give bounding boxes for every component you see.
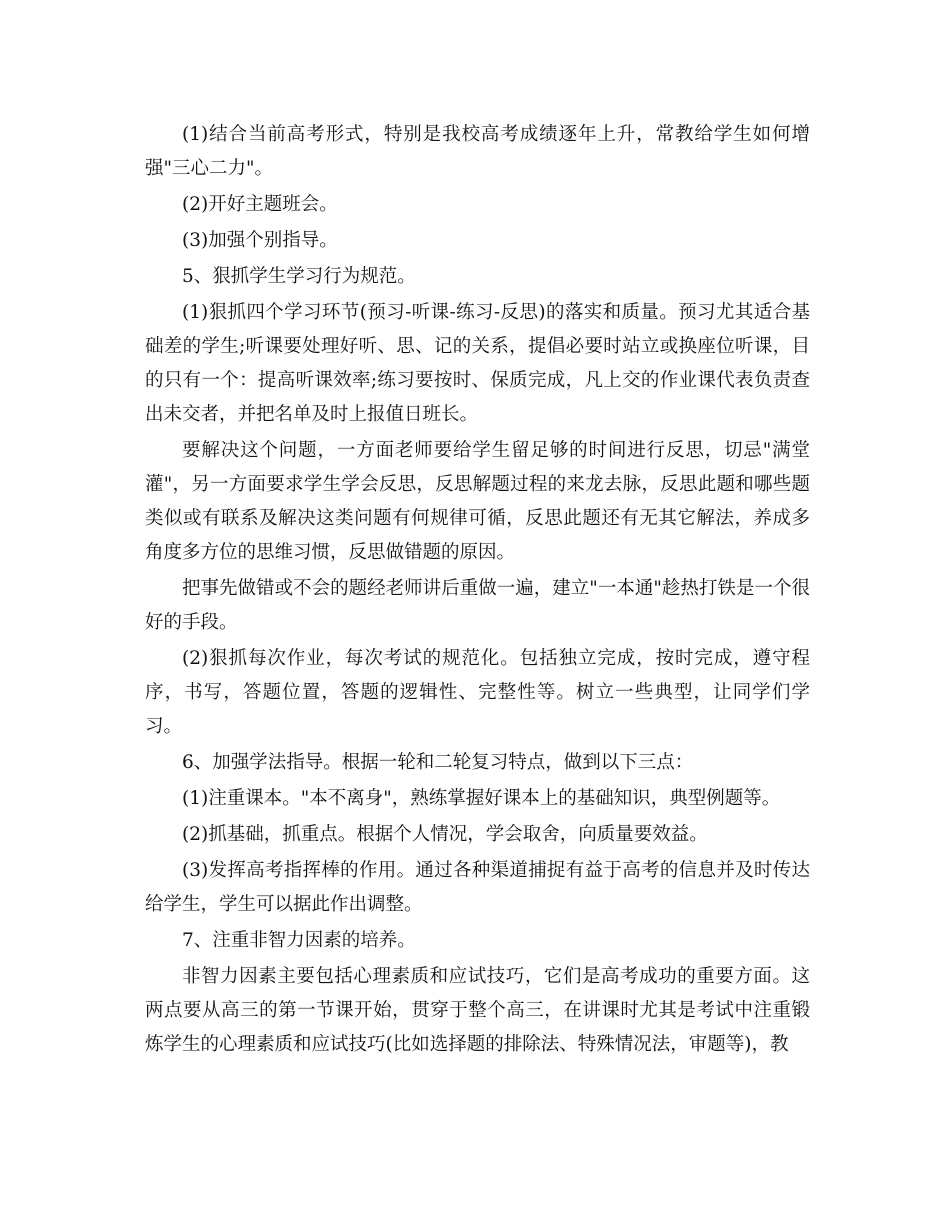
section-heading-5: 5、狠抓学生学习行为规范。 bbox=[182, 266, 416, 287]
section-heading-7: 7、注重非智力因素的培养。 bbox=[182, 930, 416, 951]
paragraph-1: (1)结合当前高考形式，特别是我校高考成绩逐年上升，常教给学生如何增强"三心二力"。 bbox=[145, 124, 810, 179]
paragraph-3: (3)加强个别指导。 bbox=[182, 230, 338, 251]
document-body bbox=[145, 118, 810, 1064]
paragraph-10: (1)注重课本。"本不离身"，熟练掌握好课本上的基础知识，典型例题等。 bbox=[182, 788, 781, 809]
section-heading-6: 6、加强学法指导。根据一轮和二轮复习特点，做到以下三点： bbox=[182, 752, 694, 773]
paragraph-12: (3)发挥高考指挥棒的作用。通过各种渠道捕捉有益于高考的信息并及时传达给学生，学生可以据此作出调整。 bbox=[145, 860, 810, 915]
paragraph-11: (2)抓基础，抓重点。根据个人情况，学会取舍，向质量要效益。 bbox=[182, 824, 708, 845]
paragraph-8: (2)狠抓每次作业，每次考试的规范化。包括独立完成，按时完成，遵守程序，书写，答题位置，答题的逻辑性、完整性等。树立一些典型，让同学们学习。 bbox=[145, 648, 810, 737]
paragraph-2: (2)开好主题班会。 bbox=[182, 194, 338, 215]
paragraph-7: 把事先做错或不会的题经老师讲后重做一遍，建立"一本通"趁热打铁是一个很好的手段。 bbox=[145, 578, 810, 633]
paragraph-6: 要解决这个问题，一方面老师要给学生留足够的时间进行反思，切忌"满堂灌"，另一方面要求学生学会反思，反思解题过程的来龙去脉，反思此题和哪些题类似或有联系及解决这类问题有何规律可循，反思此题还有无其它解法，养成多角度多方位的思维习惯，反思做错题的原因。 bbox=[145, 440, 810, 563]
paragraph-14: 非智力因素主要包括心理素质和应试技巧，它们是高考成功的重要方面。这两点要从高三的第一节课开始，贯穿于整个高三，在讲课时尤其是考试中注重锻炼学生的心理素质和应试技巧(比如选择题的排除法、特殊情况法，审题等)，教 bbox=[145, 966, 810, 1055]
paragraph-5: (1)狠抓四个学习环节(预习-听课-练习-反思)的落实和质量。预习尤其适合基础差的学生;听课要处理好听、思、记的关系，提倡必要时站立或换座位听课，目的只有一个：提高听课效率;练习要按时、保质完成，凡上交的作业课代表负责查出未交者，并把名单及时上报值日班长。 bbox=[145, 302, 810, 425]
